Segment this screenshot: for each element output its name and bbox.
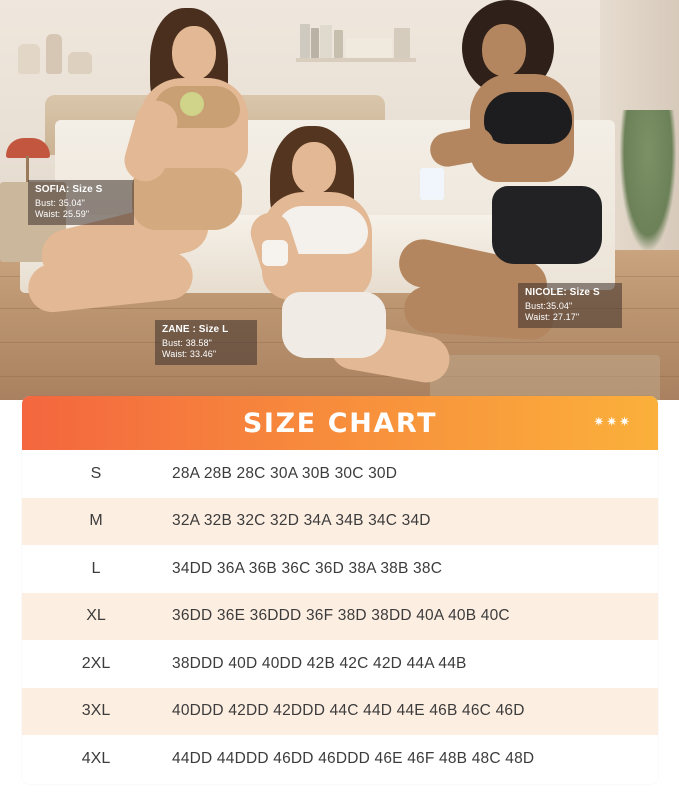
cup-sizes: 38DDD 40D 40DD 42B 42C 42D 44A 44B [172, 654, 467, 672]
apple-prop [180, 92, 204, 116]
model-nicole-bra [484, 92, 572, 144]
table-row [22, 498, 658, 546]
size-chart-title: SIZE CHART [242, 407, 438, 439]
model-zane-head [292, 142, 336, 194]
sparkle-icon: ✷✷✷ [593, 414, 632, 429]
model-sofia-head [172, 26, 216, 80]
model-info-sofia [28, 180, 134, 225]
model-nicole-name: NICOLE: Size S [525, 287, 600, 298]
size-chart [22, 396, 658, 784]
house-plant [620, 110, 676, 250]
size-label: 3XL [81, 702, 111, 720]
table-row [22, 450, 658, 498]
model-zane-name: ZANE : Size L [162, 324, 229, 335]
wall-shelf [296, 58, 416, 62]
cup-sizes: 28A 28B 28C 30A 30B 30C 30D [172, 464, 398, 482]
model-info-zane [155, 320, 257, 365]
model-info-nicole [518, 283, 622, 328]
size-chart-header [22, 396, 658, 450]
model-sofia-bust: Bust: 35.04" [35, 197, 85, 208]
model-zane-waist: Waist: 33.46" [162, 348, 217, 359]
model-zane-bust: Bust: 38.58" [162, 337, 212, 348]
size-label: S [90, 464, 102, 482]
size-chart-rows [22, 450, 658, 783]
size-label: L [91, 559, 101, 577]
cup-sizes: 44DD 44DDD 46DD 46DDD 46E 46F 48B 48C 48D [172, 749, 535, 767]
table-row [22, 593, 658, 641]
shelf-books [300, 22, 412, 58]
water-glass-prop [420, 168, 444, 200]
cup-sizes: 36DD 36E 36DDD 36F 38D 38DD 40A 40B 40C [172, 607, 510, 625]
cup-sizes: 34DD 36A 36B 36C 36D 38A 38B 38C [172, 559, 443, 577]
table-row [22, 545, 658, 593]
model-sofia-waist: Waist: 25.59" [35, 208, 90, 219]
table-lamp [6, 138, 50, 158]
lamp-stem [26, 156, 29, 182]
cup-sizes: 32A 32B 32C 32D 34A 34B 34C 34D [172, 512, 431, 530]
table-row [22, 688, 658, 736]
model-nicole-head [482, 24, 526, 76]
lifestyle-photo [0, 0, 679, 400]
model-nicole-waist: Waist: 27.17" [525, 311, 580, 322]
size-label: M [89, 512, 103, 530]
table-row [22, 640, 658, 688]
size-label: XL [86, 607, 106, 625]
mug-prop [262, 240, 288, 266]
table-row [22, 735, 658, 783]
cup-sizes: 40DDD 42DD 42DDD 44C 44D 44E 46B 46C 46D [172, 702, 525, 720]
size-label: 4XL [81, 749, 111, 767]
floor-rug [430, 355, 660, 400]
decor-vases [18, 28, 96, 74]
model-zane-shorts [282, 292, 386, 358]
model-sofia-name: SOFIA: Size S [35, 184, 103, 195]
model-nicole-shorts [492, 186, 602, 264]
size-label: 2XL [81, 654, 111, 672]
model-nicole-bust: Bust:35.04" [525, 300, 573, 311]
